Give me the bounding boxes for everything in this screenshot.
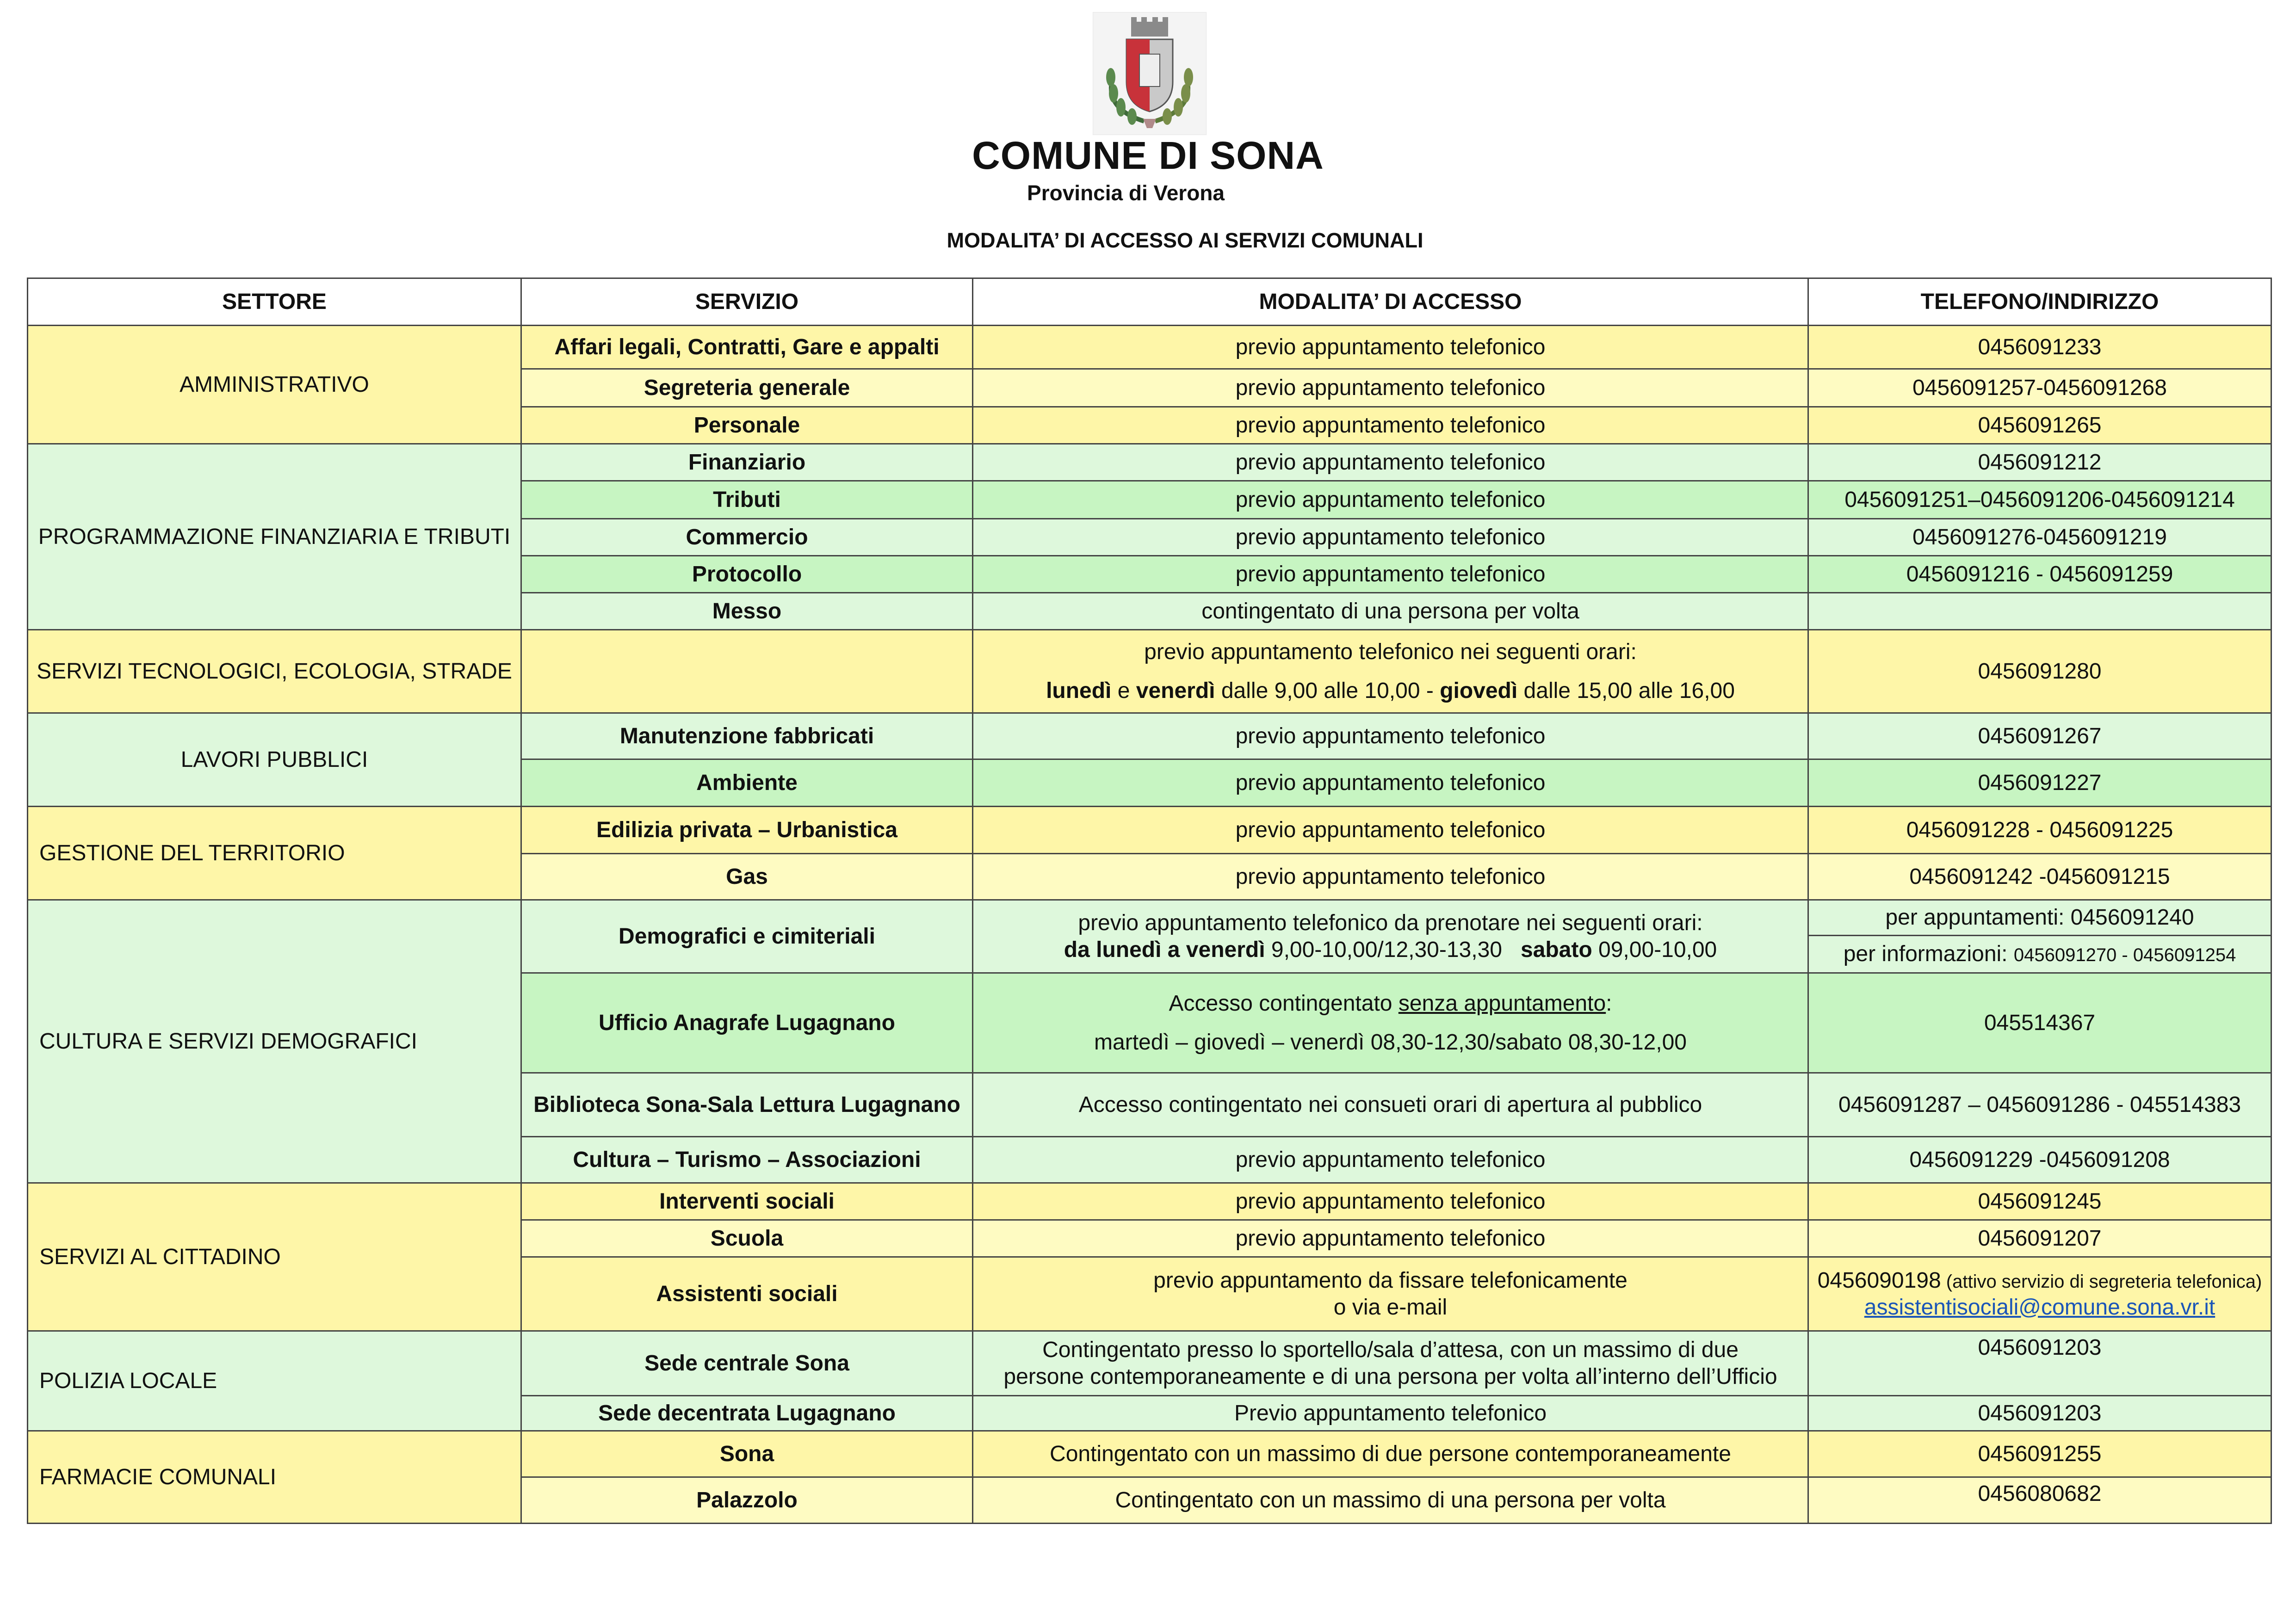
info-label: per informazioni:	[1843, 942, 2014, 966]
service-cell: Biblioteca Sona-Sala Lettura Lugagnano	[521, 1073, 973, 1137]
table-row	[28, 1183, 2271, 1220]
service-cell: Sona	[521, 1431, 973, 1477]
table-row	[28, 713, 2271, 759]
province-subtitle: Provincia di Verona	[1027, 181, 1225, 205]
access-cell: previo appuntamento telefonico	[973, 519, 1808, 556]
access-cell: previo appuntamento telefonico	[973, 407, 1808, 444]
access-text: dalle 15,00 alle 16,00	[1517, 678, 1735, 703]
service-cell: Ufficio Anagrafe Lugagnano	[521, 973, 973, 1073]
access-text: 9,00-10,00/12,30-13,30	[1265, 937, 1521, 962]
service-cell: Palazzolo	[521, 1477, 973, 1524]
sector-cell: CULTURA E SERVIZI DEMOGRAFICI	[28, 900, 521, 1183]
access-text: :	[1606, 991, 1612, 1016]
access-cell	[973, 1257, 1808, 1331]
access-cell: previo appuntamento telefonico	[973, 1183, 1808, 1220]
service-cell: Demografici e cimiteriali	[521, 900, 973, 973]
service-cell: Sede centrale Sona	[521, 1331, 973, 1396]
access-cell: Contingentato con un massimo di due persone contemporaneamente	[973, 1431, 1808, 1477]
phone-cell: 0456091227	[1808, 759, 2271, 807]
sector-cell: FARMACIE COMUNALI	[28, 1431, 521, 1524]
sector-cell: POLIZIA LOCALE	[28, 1331, 521, 1431]
access-cell: previo appuntamento telefonico	[973, 1137, 1808, 1183]
phone-cell: 0456091276-0456091219	[1808, 519, 2271, 556]
table-row	[28, 326, 2271, 369]
table-row	[28, 444, 2271, 481]
access-text: senza appuntamento	[1398, 991, 1606, 1016]
access-text: previo appuntamento telefonico da prenotare nei seguenti orari:	[1078, 910, 1703, 935]
appointment-phone: per appuntamenti: 0456091240	[1809, 901, 2271, 936]
service-cell: Gas	[521, 854, 973, 900]
sector-cell: SERVIZI TECNOLOGICI, ECOLOGIA, STRADE	[28, 630, 521, 713]
day-label: da lunedì a venerdì	[1064, 937, 1265, 962]
sector-cell: AMMINISTRATIVO	[28, 326, 521, 444]
access-text: previo appuntamento telefonico nei seguenti orari:	[1144, 639, 1637, 664]
day-label: venerdì	[1136, 678, 1215, 703]
day-label: sabato	[1520, 937, 1592, 962]
phone-cell: 0456091207	[1808, 1220, 2271, 1257]
day-label: lunedì	[1046, 678, 1112, 703]
column-header-modalita: MODALITA’ DI ACCESSO	[973, 278, 1808, 326]
table-row	[28, 1331, 2271, 1396]
access-cell: previo appuntamento telefonico	[973, 1220, 1808, 1257]
access-cell: previo appuntamento telefonico	[973, 854, 1808, 900]
service-cell: Interventi sociali	[521, 1183, 973, 1220]
info-phone	[1809, 936, 2271, 972]
service-cell: Protocollo	[521, 556, 973, 593]
table-row	[28, 1431, 2271, 1477]
phone-cell: 0456080682	[1808, 1477, 2271, 1524]
access-cell: Previo appuntamento telefonico	[973, 1396, 1808, 1431]
sector-cell: SERVIZI AL CITTADINO	[28, 1183, 521, 1331]
access-text: o via e-mail	[1333, 1295, 1448, 1320]
phone-cell: 0456091245	[1808, 1183, 2271, 1220]
day-label: giovedì	[1440, 678, 1518, 703]
access-cell	[973, 900, 1808, 973]
table-row	[28, 807, 2271, 854]
service-cell: Manutenzione fabbricati	[521, 713, 973, 759]
phone-cell: 0456091257-0456091268	[1808, 369, 2271, 407]
sector-cell: LAVORI PUBBLICI	[28, 713, 521, 807]
column-header-telefono: TELEFONO/INDIRIZZO	[1808, 278, 2271, 326]
phone-cell: 045514367	[1808, 973, 2271, 1073]
access-text: Accesso contingentato	[1169, 991, 1399, 1016]
document-heading: MODALITA’ DI ACCESSO AI SERVIZI COMUNALI	[947, 228, 1423, 252]
access-cell: Accesso contingentato nei consueti orari di apertura al pubblico	[973, 1073, 1808, 1137]
coat-of-arms-emblem	[1093, 12, 1207, 135]
phone-cell: 0456091229 -0456091208	[1808, 1137, 2271, 1183]
info-numbers: 0456091270 - 0456091254	[2013, 945, 2236, 965]
service-cell: Messo	[521, 593, 973, 630]
access-text: dalle 9,00 alle 10,00 -	[1215, 678, 1440, 703]
phone-cell: 0456091287 – 0456091286 - 045514383	[1808, 1073, 2271, 1137]
service-cell: Finanziario	[521, 444, 973, 481]
table-row	[28, 900, 2271, 973]
access-cell: contingentato di una persona per volta	[973, 593, 1808, 630]
access-cell: previo appuntamento telefonico	[973, 759, 1808, 807]
phone-cell	[1808, 593, 2271, 630]
service-cell: Commercio	[521, 519, 973, 556]
voicemail-note: (attivo servizio di segreteria telefonica)	[1941, 1271, 2262, 1292]
phone-cell: 0456091255	[1808, 1431, 2271, 1477]
phone-cell: 0456091267	[1808, 713, 2271, 759]
column-header-settore: SETTORE	[28, 278, 521, 326]
access-text: Contingentato presso lo sportello/sala d’attesa, con un massimo di due	[1042, 1337, 1739, 1362]
service-cell: Sede decentrata Lugagnano	[521, 1396, 973, 1431]
access-cell: Contingentato con un massimo di una persona per volta	[973, 1477, 1808, 1524]
page-title: COMUNE DI SONA	[972, 134, 1324, 177]
service-cell: Scuola	[521, 1220, 973, 1257]
phone-cell	[1808, 1257, 2271, 1331]
sector-cell: GESTIONE DEL TERRITORIO	[28, 807, 521, 900]
service-cell: Segreteria generale	[521, 369, 973, 407]
service-cell: Edilizia privata – Urbanistica	[521, 807, 973, 854]
access-cell: previo appuntamento telefonico	[973, 556, 1808, 593]
phone-cell: 0456091203	[1808, 1331, 2271, 1396]
phone-cell: 0456091280	[1808, 630, 2271, 713]
table-row	[28, 630, 2271, 713]
coat-of-arms-icon	[1093, 12, 1206, 135]
phone-cell: 0456091212	[1808, 444, 2271, 481]
service-cell: Cultura – Turismo – Associazioni	[521, 1137, 973, 1183]
access-text: persone contemporaneamente e di una persona per volta all’interno dell’Ufficio	[1003, 1364, 1777, 1389]
service-cell: Affari legali, Contratti, Gare e appalti	[521, 326, 973, 369]
service-cell: Assistenti sociali	[521, 1257, 973, 1331]
phone-cell	[1808, 900, 2271, 973]
service-cell: Personale	[521, 407, 973, 444]
access-cell: previo appuntamento telefonico	[973, 713, 1808, 759]
phone-cell: 0456091251–0456091206-0456091214	[1808, 481, 2271, 519]
access-cell: previo appuntamento telefonico	[973, 807, 1808, 854]
access-text: previo appuntamento da fissare telefonicamente	[1153, 1268, 1628, 1293]
access-cell: previo appuntamento telefonico	[973, 481, 1808, 519]
service-cell: Tributi	[521, 481, 973, 519]
access-cell: previo appuntamento telefonico	[973, 444, 1808, 481]
access-cell: previo appuntamento telefonico	[973, 369, 1808, 407]
access-cell	[973, 630, 1808, 713]
phone-cell: 0456091265	[1808, 407, 2271, 444]
phone-cell: 0456091233	[1808, 326, 2271, 369]
access-cell	[973, 973, 1808, 1073]
phone-cell: 0456091203	[1808, 1396, 2271, 1431]
phone-cell: 0456091242 -0456091215	[1808, 854, 2271, 900]
table-header-row	[28, 278, 2271, 326]
services-table	[27, 278, 2272, 1524]
access-cell	[973, 1331, 1808, 1396]
email-link[interactable]: assistentisociali@comune.sona.vr.it	[1864, 1295, 2216, 1320]
phone-cell: 0456091228 - 0456091225	[1808, 807, 2271, 854]
access-text: martedì – giovedì – venerdì 08,30-12,30/sabato 08,30-12,00	[1094, 1030, 1687, 1055]
access-cell: previo appuntamento telefonico	[973, 326, 1808, 369]
phone-number: 0456090198	[1817, 1268, 1941, 1293]
access-text: e	[1111, 678, 1136, 703]
service-cell	[521, 630, 973, 713]
sector-cell: PROGRAMMAZIONE FINANZIARIA E TRIBUTI	[28, 444, 521, 630]
access-text: 09,00-10,00	[1592, 937, 1717, 962]
column-header-servizio: SERVIZIO	[521, 278, 973, 326]
phone-cell: 0456091216 - 0456091259	[1808, 556, 2271, 593]
service-cell: Ambiente	[521, 759, 973, 807]
